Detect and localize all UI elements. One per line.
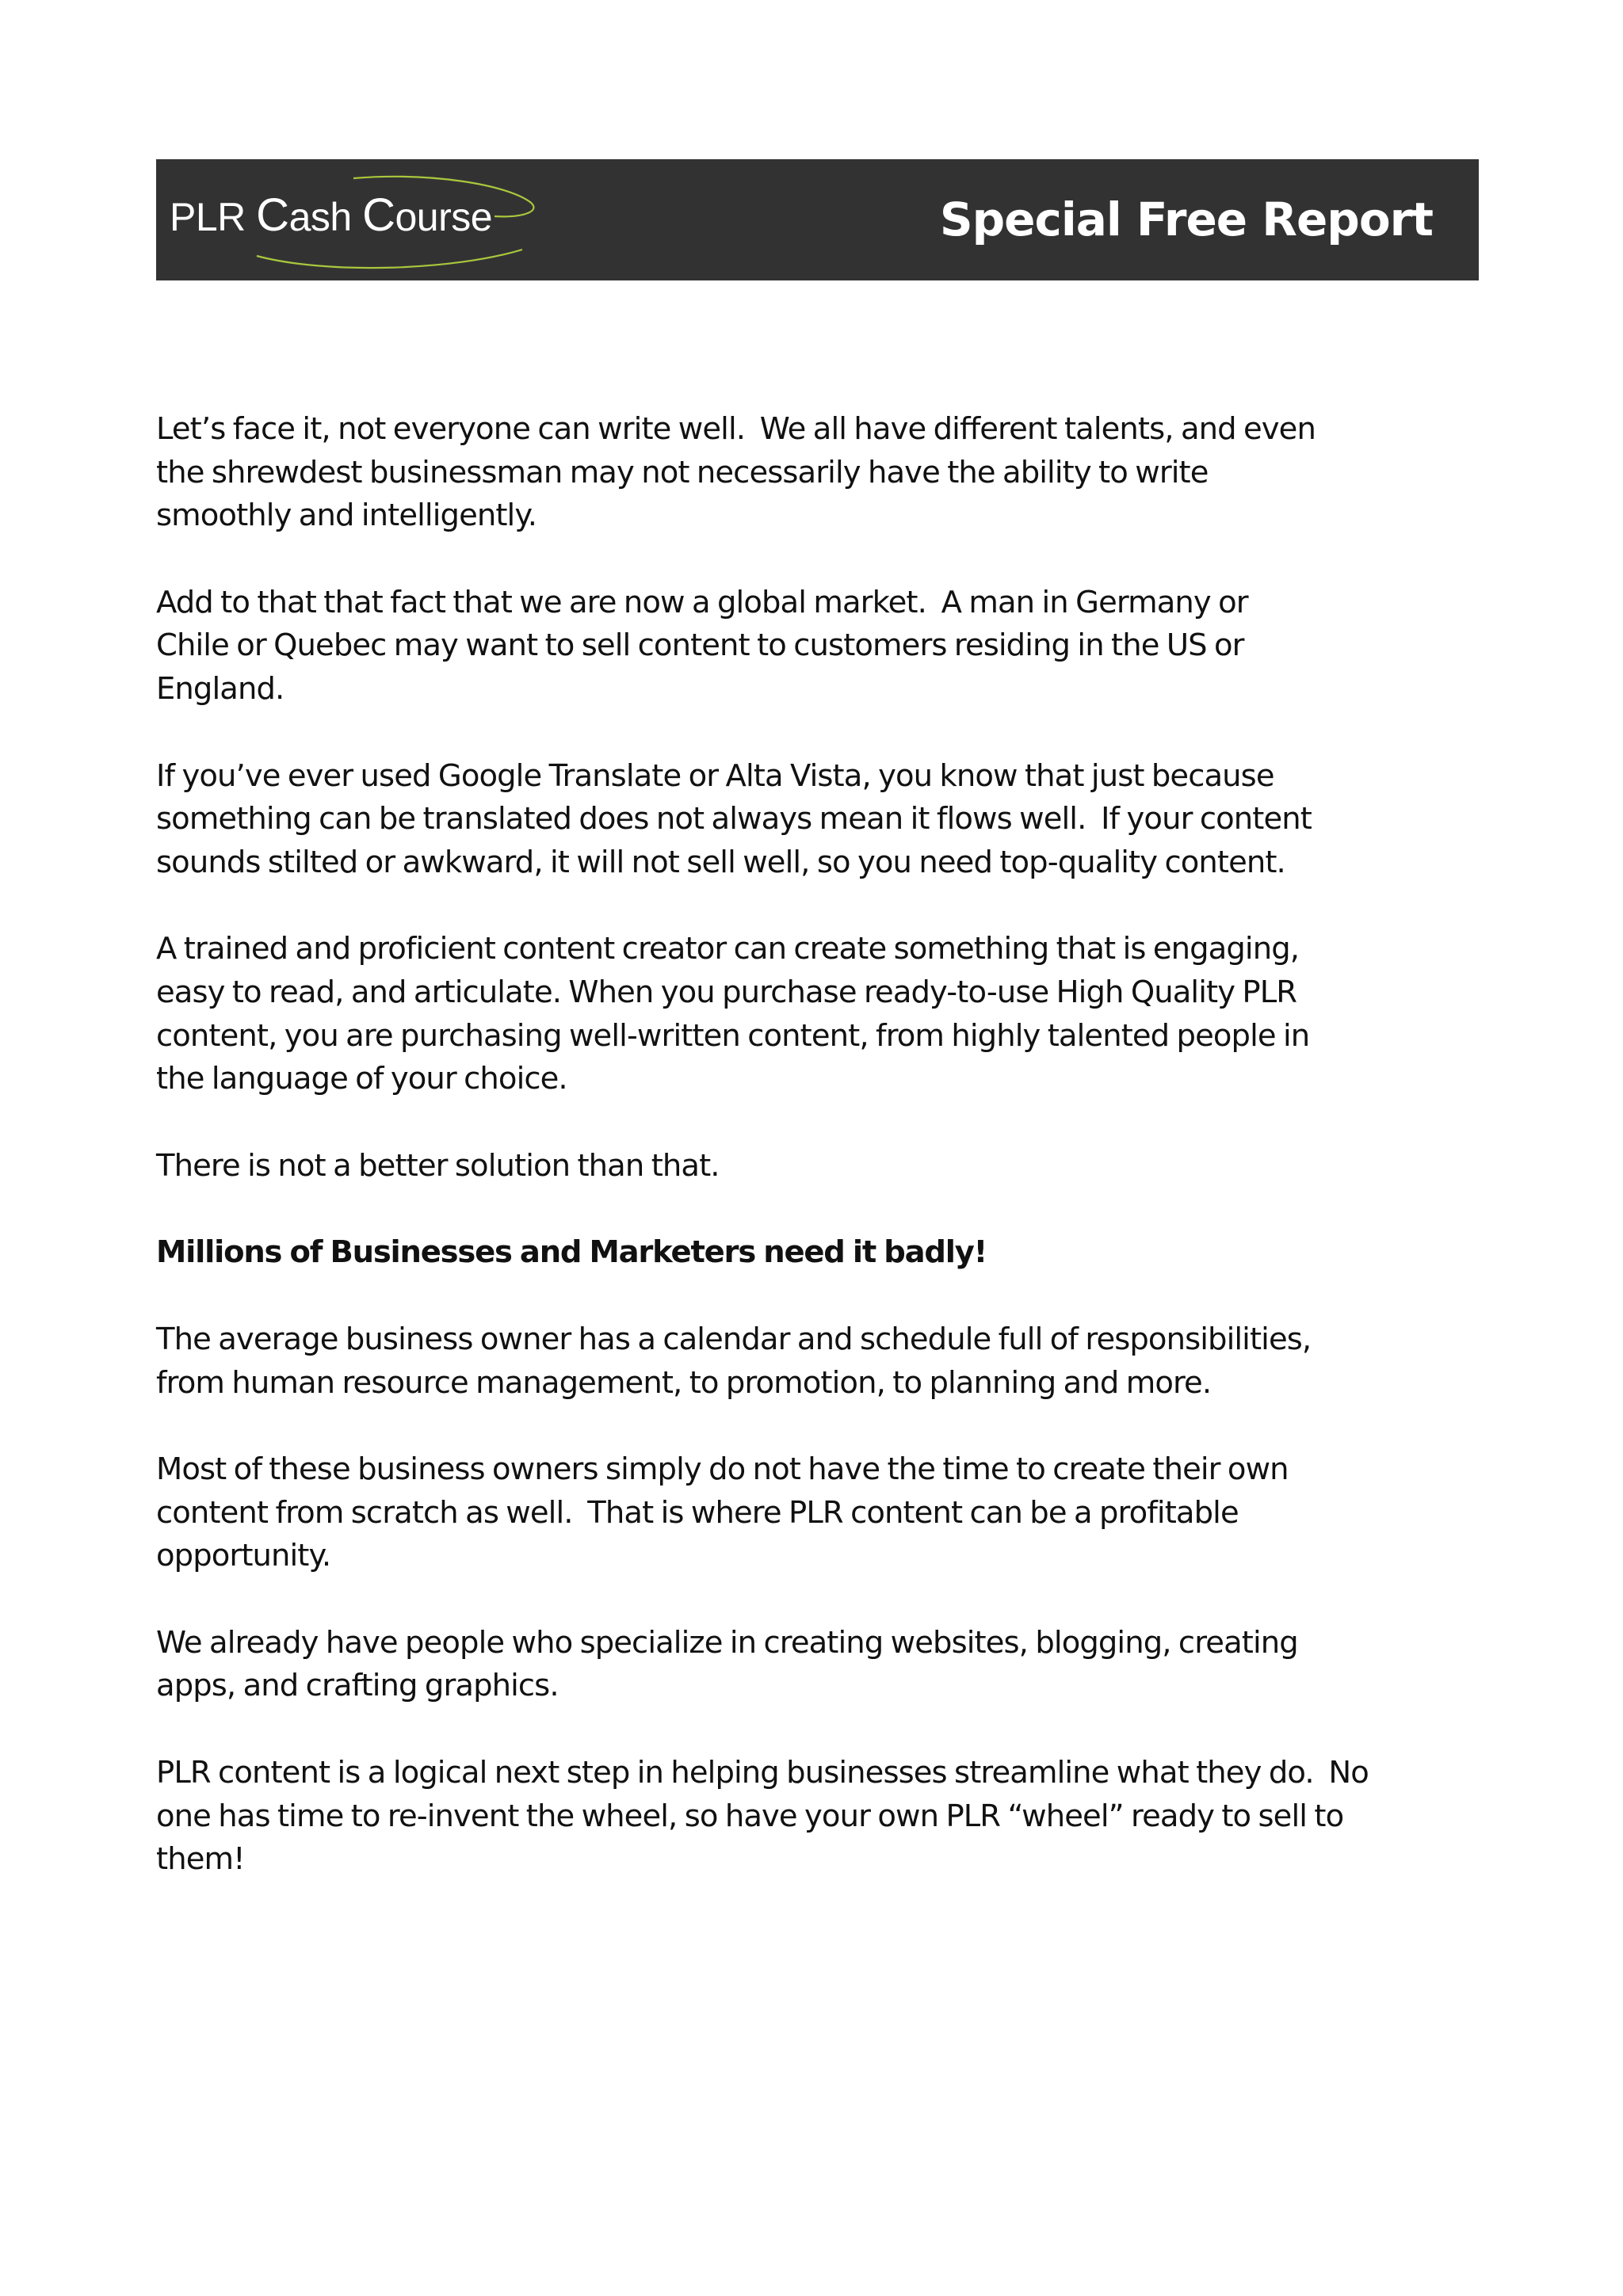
text-line: something can be translated does not always mean it flows well. If your content bbox=[156, 801, 1312, 837]
text-line: PLR content is a logical next step in helping businesses streamline what they do. No bbox=[156, 1755, 1369, 1791]
brand-name bbox=[170, 189, 493, 241]
brand-word-plr: PLR bbox=[170, 195, 257, 239]
paragraph bbox=[156, 1448, 1464, 1578]
text-line: content from scratch as well. That is where PLR content can be a profitable bbox=[156, 1494, 1239, 1531]
text-line: apps, and crafting graphics. bbox=[156, 1668, 559, 1704]
text-line: one has time to re-invent the wheel, so have your own PLR “wheel” ready to sell to bbox=[156, 1798, 1344, 1834]
text-line: Add to that that fact that we are now a global market. A man in Germany or bbox=[156, 584, 1248, 620]
text-line: There is not a better solution than that. bbox=[156, 1147, 720, 1184]
paragraph bbox=[156, 1622, 1464, 1708]
brand-cash-rest: ash bbox=[288, 195, 363, 239]
text-line: easy to read, and articulate. When you purchase ready-to-use High Quality PLR bbox=[156, 974, 1297, 1010]
text-line: The average business owner has a calendar and schedule full of responsibilities, bbox=[156, 1321, 1312, 1357]
brand-course-rest: ourse bbox=[395, 195, 493, 239]
text-line: smoothly and intelligently. bbox=[156, 498, 537, 534]
text-line: content, you are purchasing well-written content, from highly talented people in bbox=[156, 1017, 1310, 1054]
text-line: them! bbox=[156, 1841, 245, 1878]
report-title: Special Free Report bbox=[939, 193, 1433, 246]
paragraph bbox=[156, 1318, 1464, 1405]
paragraph bbox=[156, 1752, 1464, 1882]
paragraph bbox=[156, 408, 1464, 538]
header-banner bbox=[156, 159, 1479, 280]
text-line: If you’ve ever used Google Translate or Alta Vista, you know that just because bbox=[156, 757, 1274, 794]
section-heading bbox=[156, 1231, 1464, 1275]
brand-logo bbox=[170, 170, 542, 272]
text-line: England. bbox=[156, 670, 285, 707]
paragraph bbox=[156, 582, 1464, 711]
paragraph bbox=[156, 1145, 1464, 1188]
document-body bbox=[156, 408, 1464, 1925]
text-line: the shrewdest businessman may not necessarily have the ability to write bbox=[156, 454, 1209, 490]
brand-course-initial: C bbox=[362, 189, 395, 241]
paragraph bbox=[156, 755, 1464, 885]
text-line: We already have people who specialize in creating websites, blogging, creating bbox=[156, 1624, 1298, 1661]
text-line: the language of your choice. bbox=[156, 1061, 567, 1097]
heading-text: Millions of Businesses and Marketers need it badly! bbox=[156, 1234, 987, 1271]
text-line: Let’s face it, not everyone can write well. We all have different talents, and even bbox=[156, 411, 1316, 447]
text-line: sounds stilted or awkward, it will not sell well, so you need top-quality content. bbox=[156, 844, 1285, 880]
text-line: A trained and proficient content creator can create something that is engaging, bbox=[156, 931, 1300, 967]
text-line: from human resource management, to promotion, to planning and more. bbox=[156, 1364, 1212, 1401]
text-line: opportunity. bbox=[156, 1538, 331, 1574]
text-line: Chile or Quebec may want to sell content to customers residing in the US or bbox=[156, 627, 1244, 664]
paragraph bbox=[156, 928, 1464, 1100]
brand-cash-initial: C bbox=[256, 189, 289, 241]
text-line: Most of these business owners simply do not have the time to create their own bbox=[156, 1451, 1289, 1488]
